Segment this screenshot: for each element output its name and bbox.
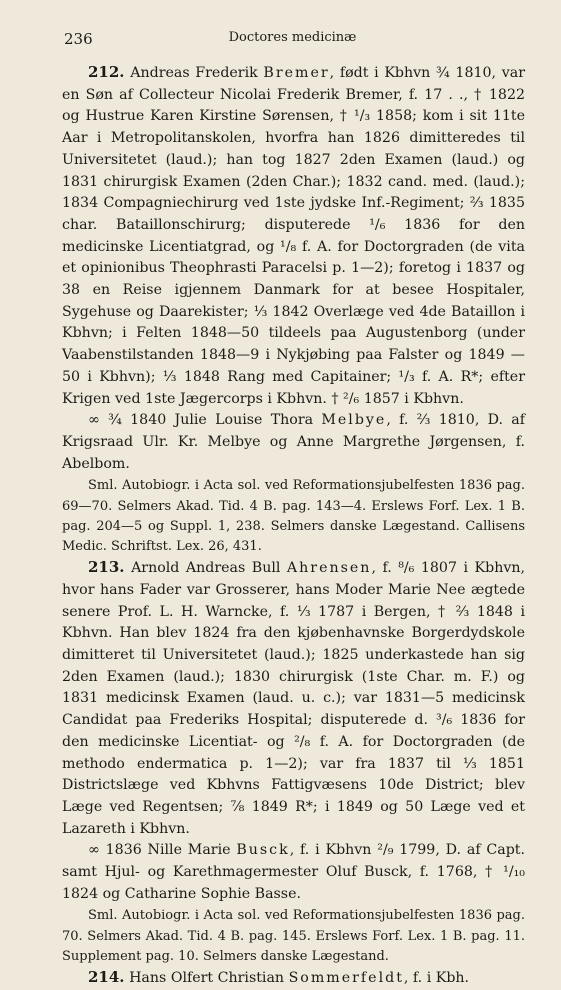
marriage-surname: Busck <box>236 842 290 859</box>
marriage-details: , f. i Kbhvn ²/₉ 1799, D. af Capt. samt Hjul- og Karethmagermester Oluf Busck, f. 1768, † ¹/₁₀ 1824 og Catharine Sophie Basse. <box>62 842 525 902</box>
entry-number: 214. <box>88 968 125 987</box>
entry-number: 213. <box>88 558 125 577</box>
page-number: 236 <box>64 30 93 48</box>
entry-references: Sml. Autobiogr. i Acta sol. ved Reformationsjubelfesten 1836 pag. 69—70. Selmers Akad. Tid. 4 B. pag. 143—4. Erslews Forf. Lex. 1 B. pag. 204—5 og Suppl. 1, 238. Selmers danske Lægestand. Callisens Medic. Schriftst. Lex. 26, 431. <box>62 478 525 554</box>
entry-biography: , f. i Kbh. <box>403 970 470 987</box>
page-header <box>64 30 521 48</box>
marriage-surname: Melbye <box>321 412 387 429</box>
entry-biography: , f. ⁸/₆ 1807 i Kbhvn, hvor hans Fader var Grosserer, hans Moder Marie Nee ægtede senere Prof. L. H. Warncke, f. ⅓ 1787 i Bergen, † ²⁄₃ 1848 i Kbhvn. Han blev 1824 fra den kjøbenhavnske Borgerdydskole dimitteret til Universitetet (laud.); 1825 underkastede han sig 2den Examen (laud.); 1830 chirurgisk (1ste Char. m. F.) og 1831 medicinsk Examen (laud. u. c.); var 1831—5 medicinsk Candidat paa Frederiks Hospital; disputerede d. ³/₆ 1836 for den medicinske Licentiat- og ²/₈ f. A. for Doctorgraden (de methodo endermatica p. 1—2); var fra 1837 til ⅓ 1851 Districtslæge ved Kbhvns Fattigvæsens 10de District; blev Læge ved Regentsen; ⅞ 1849 R*; i 1849 og 50 Læge ved et Lazareth i Kbhvn. <box>62 560 525 837</box>
entry-lead <box>62 62 525 410</box>
entry-214 <box>62 967 525 990</box>
running-head: Doctores medicinæ <box>228 30 357 45</box>
entry-213 <box>62 557 525 967</box>
entry-surname: Ahrensen <box>286 560 372 577</box>
entry-given-names: Andreas Frederik <box>130 65 264 81</box>
entry-biography: , født i Kbhvn ¾ 1810, var en Søn af Collecteur Nicolai Frederik Bremer, f. 17 . ., † 1822 og Hustrue Karen Kirstine Sørensen, † ¹/₃ 1858; kom i sit 11te Aar i Metropolitanskolen, hvorfra han 1826 dimitteredes til Universitetet (laud.); han tog 1827 2den Examen (laud.) og 1831 chirurgisk Examen (2den Char.); 1832 cand. med. (laud.); 1834 Compagniechirurg ved 1ste jydske Inf.-Regiment; ²⁄₃ 1835 char. Bataillonschirurg; disputerede ¹/₆ 1836 for den medicinske Licentiatgrad, og ¹/₈ f. A. for Doctorgraden (de vita et opinionibus Theophrasti Paracelsi p. 1—2); foretog i 1837 og 38 en Reise igjennem Danmark for at besee Hospitaler, Sygehuse og Daarekister; ⅓ 1842 Overlæge ved 4de Bataillon i Kbhvn; i Felten 1848—50 tildeels paa Augustenborg (under Vaabenstilstanden 1848—9 i Nykjøbing paa Falster og 1849 —50 i Kbhvn); ⅓ 1848 Rang med Capitainer; ¹/₃ f. A. R*; efter Krigen ved 1ste Jægercorps i Kbhvn. † ²/₆ 1857 i Kbhvn. <box>62 65 525 407</box>
entry-number: 212. <box>88 63 125 81</box>
entry-surname: Bremer <box>263 65 330 81</box>
marriage-details: , f. ⅔ 1810, D. af Krigsraad Ulr. Kr. Melbye og Anne Margrethe Jørgensen, f. Abelbom. <box>62 412 525 472</box>
entry-lead <box>62 557 525 840</box>
page-body <box>62 62 525 990</box>
entry-references: Sml. Autobiogr. i Acta sol. ved Reformationsjubelfesten 1836 pag. 70. Selmers Akad. Tid. 4 B. pag. 145. Erslews Forf. Lex. 1 B. pag. 11. Supplement pag. 10. Selmers danske Lægestand. <box>62 908 525 964</box>
entry-surname: Sommerfeldt <box>288 970 404 987</box>
entry-given-names: Arnold Andreas Bull <box>131 560 287 577</box>
entry-lead <box>62 967 525 990</box>
entry-212 <box>62 62 525 557</box>
entry-marriage <box>62 840 525 905</box>
marriage-given-names: ∞ ¾ 1840 Julie Louise Thora <box>88 412 322 429</box>
entry-given-names: Hans Olfert Christian <box>129 970 289 987</box>
entry-marriage <box>62 410 525 475</box>
marriage-given-names: ∞ 1836 Nille Marie <box>88 842 237 859</box>
